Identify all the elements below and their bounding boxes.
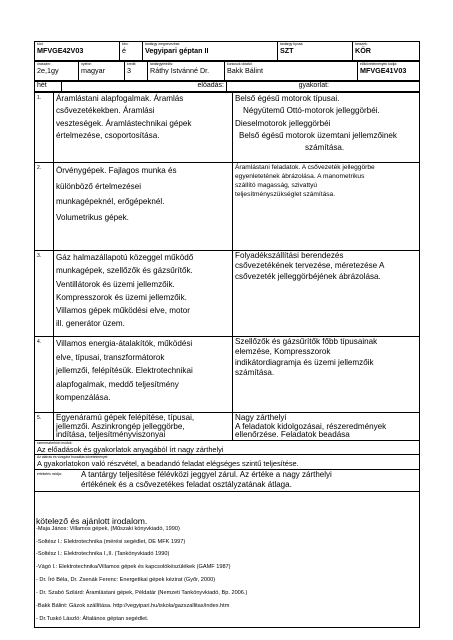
lecture-line: csővezetékekben. Áramlási	[56, 106, 155, 116]
schedule-row	[35, 337, 420, 413]
practice-line: Belső égésű motorok típusai.	[235, 94, 340, 103]
literature-item: - Dr. Író Béla, Dr. Zsenák Ferenc: Energetikai gépek kézirat (Győr, 2000)	[36, 577, 216, 583]
lecture-line: Ventillátorok és üzemi jellemzőik.	[56, 279, 175, 289]
practice-cell	[233, 93, 420, 163]
lecture-line: különböző értelmezései	[56, 181, 142, 191]
header-row-1	[34, 41, 420, 61]
practice-cell	[233, 413, 420, 441]
lecture-line: Villamos gépek működési elve, motor	[56, 306, 190, 316]
language-cell: nyelve: magyar	[79, 62, 125, 81]
practice-line: Dieselmotorok jelleggörbéi	[235, 118, 331, 128]
instructors-cell: kurzusok oktatói: Bakk Bálint	[225, 62, 358, 81]
kind-cell: kéo: é	[120, 42, 143, 61]
week-number: 5.	[35, 413, 54, 441]
lecture-line: munkagépek, szellőzők és gázsűrítők.	[56, 266, 193, 276]
practice-line: teljesítményszükséglet számítása.	[235, 191, 336, 198]
practice-line: szállító magasság, szivattyú	[235, 182, 318, 189]
schedule-row	[35, 251, 420, 337]
lecture-line: Volumetrikus gépek.	[56, 212, 129, 222]
week-header: hét	[35, 82, 62, 92]
lecture-line: ill. generátor üzem.	[56, 319, 125, 329]
lecture-line: Gáz halmazállapotú közeggel működő	[56, 253, 194, 262]
evaluation-text: A tantárgy teljesítése félévközi jeggyel zárul. Az értéke a nagy zárthelyi	[81, 470, 332, 479]
department-cell: tanszék: KÖR	[353, 42, 420, 61]
literature-item: - Dr. Szabó Szilárd: Áramlástani gépek, Példatár (Nemzeti Tankönyvkiadó, Bp. 2006.)	[36, 590, 248, 596]
week-number: 2.	[35, 163, 54, 251]
lecture-line: kompenzálása.	[56, 393, 111, 403]
literature-item: -Maja János: Villamos gépek, (Műszaki könyvkiadó, 1990)	[36, 526, 180, 532]
terms-row	[35, 470, 420, 492]
lecture-cell	[54, 93, 233, 163]
literature-section	[36, 517, 416, 623]
week-number: 1.	[35, 93, 54, 163]
code-cell: kód: MFVGE42V03	[35, 42, 120, 61]
practice-line: számítása.	[305, 143, 345, 153]
literature-item: -Bakk Bálint: Gázok szállítása. http://vegyipari.hu/iskola/gazszallitas/index.htm	[36, 603, 230, 609]
schedule-row	[35, 93, 420, 163]
practice-line: A feladatok kidolgozásai, részeredmények	[235, 421, 387, 431]
lecture-line: Egyenáramú gépek felépítése, típusai,	[56, 413, 195, 422]
lecture-cell	[54, 337, 233, 413]
terms-row	[35, 441, 420, 455]
lecture-line: elve, típusai, transzformátorok	[56, 352, 165, 362]
practice-line: csővezeték jelleggörbéjének ábrázolása.	[235, 271, 381, 281]
signature-requirements-cell: Az aláírás és vizsgára bocsátás követelményei: A gyakorlatokon való részvétel, a beadandó feladat elégséges szintű teljesítése.	[35, 455, 420, 470]
responsible-cell: tantárgyfelelős: Ráthy Istvánné Dr.	[148, 62, 225, 81]
evaluation-label: értékelés módja:	[37, 472, 62, 476]
schedule-table	[34, 92, 420, 441]
practice-line: indikátordiagramja és üzemi jellemzőik	[235, 357, 374, 367]
schedule-header	[34, 81, 420, 92]
practice-line: Áramlástani feladatok. A csővezeték jelleggörbe	[235, 164, 375, 171]
terms-row	[35, 455, 420, 470]
practice-cell	[233, 163, 420, 251]
practice-header: gyakorlat:	[227, 82, 420, 92]
practice-line: Folyadékszállítási berendezés	[235, 251, 344, 260]
course-type-cell: tantárgy típusa: SZT	[278, 42, 353, 61]
header-row-2	[34, 61, 420, 81]
practice-cell	[233, 251, 420, 337]
week-number: 3.	[35, 251, 54, 337]
lecture-header: előadás:	[62, 82, 227, 92]
practice-line: egyenletetének ábrázolása. A manometrikus	[235, 173, 365, 180]
prerequisite-cell: előkövetelmények kódja: MFVGE41V03	[358, 62, 420, 81]
hours-cell: óraszám: 2e,1gy	[35, 62, 79, 81]
course-name-cell: tantárgy megnevezése: Vegyipari géptan II	[143, 42, 278, 61]
lecture-line: jellemzői. Aszinkrongép jelleggörbe,	[56, 421, 185, 431]
schedule-row	[35, 163, 420, 251]
practice-line: számítása.	[235, 368, 275, 378]
lecture-line: munkagépeknél, erőgépeknél.	[56, 197, 165, 206]
practice-line: elemzése, Kompresszorok	[235, 347, 331, 357]
lecture-line: alapfogalmak, meddő teljesítmény	[56, 379, 179, 389]
lecture-cell	[54, 163, 233, 251]
literature-item: -Soltész I.: Elektrotechnika I.,II. (Tankönyvkiadó 1990)	[36, 551, 170, 557]
lecture-line: jellemzői, felépítésük. Elektrotechnikai	[56, 366, 193, 376]
lecture-line: Kompresszorok és üzemi jellemzőik.	[56, 292, 187, 302]
practice-line: Szellőzők és gázsűrítők főbb típusainak	[235, 337, 378, 346]
lecture-line: Örvénygépek. Fajlagos munka és	[56, 166, 177, 175]
literature-item: -Soltész I.: Elektrotechnika (mérési segédlet, DE MFK 1997)	[36, 539, 186, 545]
lecture-line: Áramlástani alapfogalmak. Áramlás	[56, 94, 184, 103]
week-number: 4.	[35, 337, 54, 413]
evaluation-text-2: értékének és a csővezetékes feladat osztályzatának átlaga.	[81, 479, 292, 489]
practice-line: Nagy zárthelyi	[235, 413, 287, 422]
lecture-cell	[54, 251, 233, 337]
midterm-cell: szemeszterközi módok: Az előadások és gyakorlatok anyagából írt nagy zárthelyi	[35, 441, 420, 455]
schedule-row	[35, 413, 420, 441]
practice-line: Belső égésű motorok üzemtani jellemzőinek	[239, 130, 397, 140]
lecture-cell	[54, 413, 233, 441]
practice-line: Négyütemű Ottó-motorok jelleggörbéi.	[243, 106, 380, 116]
lecture-line: Villamos energia-átalakítók, működési	[56, 339, 193, 348]
lecture-line: indítása, teljesítményviszonyai	[56, 430, 166, 440]
practice-line: csővezetékének tervezése, méretezése A	[235, 261, 385, 271]
literature-title: kötelező és ajánlott irodalom.	[36, 516, 148, 526]
evaluation-cell	[35, 470, 420, 492]
practice-line: ellenőrzése. Feladatok beadása	[235, 430, 350, 440]
literature-item: - Dr.Tuskó László: Általános géptan segédlet.	[36, 616, 149, 622]
literature-item: -Vágó I.: Elektrotechnika/Villamos gépek és kapcsolókészülékek (GAMF 1987)	[36, 564, 231, 570]
practice-cell	[233, 337, 420, 413]
lecture-line: veszteségek. Áramlástechnikai gépek	[56, 118, 192, 128]
lecture-line: értelmezése, csoportosítása.	[56, 130, 160, 140]
terms-table	[34, 440, 420, 492]
credit-cell: kredit: 3	[125, 62, 148, 81]
